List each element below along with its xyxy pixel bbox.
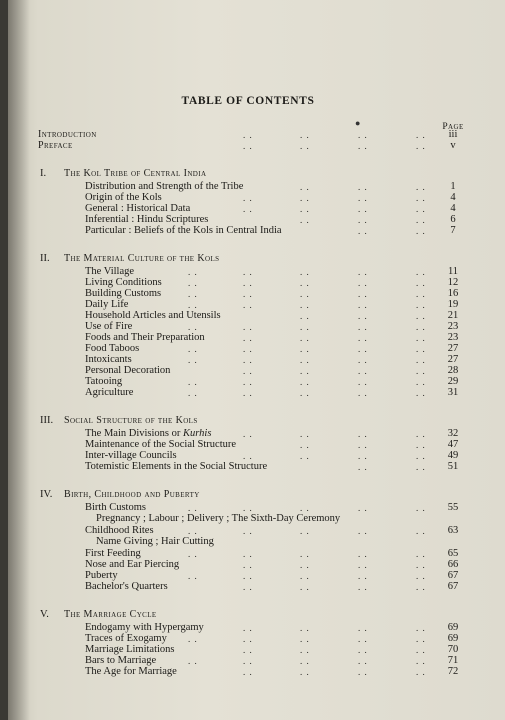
entry-label: Living Conditions bbox=[85, 277, 162, 288]
entry-label: Particular : Beliefs of the Kols in Central India bbox=[85, 225, 282, 236]
entry-label: Bachelor's Quarters bbox=[85, 581, 168, 592]
page-number: 6 bbox=[450, 214, 456, 225]
toc-entry[interactable]: Inter-village Councils . . . . . . . . 49 bbox=[8, 450, 488, 462]
page-number: 1 bbox=[450, 181, 456, 192]
toc-entry[interactable]: Foods and Their Preparation . . . . . . . . 23 bbox=[8, 332, 488, 344]
toc-entry[interactable]: Intoxicants . . . . . . . . . . 27 bbox=[8, 354, 488, 366]
toc-section-heading[interactable] bbox=[8, 489, 488, 501]
toc-entry[interactable]: Living Conditions . . . . . . . . . . 12 bbox=[8, 277, 488, 289]
section-number: V. bbox=[40, 609, 49, 620]
toc-front-entry[interactable]: Introduction . . . . . . . . iii bbox=[8, 129, 488, 141]
toc-entry[interactable]: First Feeding . . . . . . . . . . 65 bbox=[8, 548, 488, 560]
page-number: 23 bbox=[447, 321, 459, 332]
toc-entry[interactable]: Nose and Ear Piercing . . . . . . . . 66 bbox=[8, 559, 488, 571]
entry-label: Nose and Ear Piercing bbox=[85, 559, 180, 570]
entry-label: Bars to Marriage bbox=[85, 655, 157, 666]
page-number: 67 bbox=[447, 570, 459, 581]
page-number: 69 bbox=[447, 633, 459, 644]
toc-entry[interactable]: Maintenance of the Social Structure . . . . . . 47 bbox=[8, 439, 488, 451]
entry-label: Distribution and Strength of the Tribe bbox=[85, 181, 244, 192]
entry-label: Social Structure of the Kols bbox=[64, 415, 198, 426]
page-number: iii bbox=[448, 129, 458, 140]
toc-entry[interactable]: Childhood Rites . . . . . . . . . . 63 bbox=[8, 525, 488, 537]
page-number: 51 bbox=[447, 461, 459, 472]
entry-label: Inferential : Hindu Scriptures bbox=[85, 214, 209, 225]
page-number: 66 bbox=[447, 559, 459, 570]
entry-label: Tatooing bbox=[85, 376, 123, 387]
page-number: 65 bbox=[447, 548, 459, 559]
section-number: I. bbox=[40, 168, 47, 179]
page-number: v bbox=[450, 140, 456, 151]
entry-label: Puberty bbox=[85, 570, 118, 581]
entry-label: Traces of Exogamy bbox=[85, 633, 167, 644]
toc-entry[interactable]: Use of Fire . . . . . . . . . . 23 bbox=[8, 321, 488, 333]
entry-label: Use of Fire bbox=[85, 321, 133, 332]
entry-label: Personal Decoration bbox=[85, 365, 171, 376]
page-number: 28 bbox=[447, 365, 459, 376]
entry-label: Household Articles and Utensils bbox=[85, 310, 221, 321]
entry-label: The Marriage Cycle bbox=[64, 609, 157, 620]
entry-label: Daily Life bbox=[85, 299, 129, 310]
section-number: II. bbox=[40, 253, 50, 264]
toc-entry[interactable]: Traces of Exogamy . . . . . . . . . . 69 bbox=[8, 633, 488, 645]
toc-entry[interactable]: Bachelor's Quarters . . . . . . . . 67 bbox=[8, 581, 488, 593]
ink-mark: ● bbox=[355, 118, 361, 128]
entry-label: Marriage Limitations bbox=[85, 644, 175, 655]
page-number: 63 bbox=[447, 525, 459, 536]
entry-label: General : Historical Data bbox=[85, 203, 191, 214]
entry-label: The Main Divisions or Kurhis bbox=[85, 428, 212, 439]
page-number: 55 bbox=[447, 502, 459, 513]
page-number: 49 bbox=[447, 450, 459, 461]
entry-label: Pregnancy ; Labour ; Delivery ; The Sixth-Day Ceremony bbox=[96, 513, 341, 524]
toc-entry[interactable]: Daily Life . . . . . . . . . . 19 bbox=[8, 299, 488, 311]
entry-label: Origin of the Kols bbox=[85, 192, 162, 203]
entry-label: The Age for Marriage bbox=[85, 666, 177, 677]
entry-label: Introduction bbox=[38, 129, 97, 140]
toc-entry[interactable]: Personal Decoration . . . . . . . . 28 bbox=[8, 365, 488, 377]
toc-entry[interactable]: Particular : Beliefs of the Kols in Central India . . . . 7 bbox=[8, 225, 488, 237]
toc-entry[interactable] bbox=[8, 513, 488, 525]
entry-label: Intoxicants bbox=[85, 354, 132, 365]
page-number: 27 bbox=[447, 343, 459, 354]
entry-label: The Kol Tribe of Central India bbox=[64, 168, 207, 179]
toc-entry[interactable]: Puberty . . . . . . . . . . 67 bbox=[8, 570, 488, 582]
entry-label: Endogamy with Hypergamy bbox=[85, 622, 204, 633]
page-number: 32 bbox=[447, 428, 459, 439]
page-number: 27 bbox=[447, 354, 459, 365]
entry-label: Inter-village Councils bbox=[85, 450, 177, 461]
entry-label: Agriculture bbox=[85, 387, 134, 398]
toc-section-heading[interactable] bbox=[8, 168, 488, 180]
toc-entry[interactable]: Distribution and Strength of the Tribe . . . . . . 1 bbox=[8, 181, 488, 193]
page-number: 67 bbox=[447, 581, 459, 592]
toc-entry[interactable]: Totemistic Elements in the Social Structure . . . . 51 bbox=[8, 461, 488, 473]
toc-entry[interactable]: Inferential : Hindu Scriptures . . . . . . 6 bbox=[8, 214, 488, 226]
toc-entry[interactable]: The Main Divisions or Kurhis . . . . . . . . 32 bbox=[8, 428, 488, 440]
page-number: 19 bbox=[447, 299, 459, 310]
toc-front-entry[interactable]: Preface . . . . . . . . v bbox=[8, 140, 488, 152]
toc-entry[interactable]: The Village . . . . . . . . . . 11 bbox=[8, 266, 488, 278]
entry-label: Foods and Their Preparation bbox=[85, 332, 205, 343]
page-number: 47 bbox=[447, 439, 459, 450]
toc-entry[interactable]: Tatooing . . . . . . . . . . 29 bbox=[8, 376, 488, 388]
toc-entry[interactable]: Building Customs . . . . . . . . . . 16 bbox=[8, 288, 488, 300]
toc-entry[interactable]: Endogamy with Hypergamy . . . . . . . . 69 bbox=[8, 622, 488, 634]
page-number: 71 bbox=[447, 655, 459, 666]
page-number: 69 bbox=[447, 622, 459, 633]
page-number: 11 bbox=[447, 266, 459, 277]
toc-section-heading[interactable] bbox=[8, 415, 488, 427]
page-number: 12 bbox=[447, 277, 459, 288]
book-page bbox=[8, 0, 505, 720]
page-number: 23 bbox=[447, 332, 459, 343]
page-title: TABLE OF CONTENTS bbox=[181, 95, 315, 107]
page-number: 31 bbox=[447, 387, 459, 398]
entry-label: Birth, Childhood and Puberty bbox=[64, 489, 200, 500]
page-number: 16 bbox=[447, 288, 459, 299]
section-number: III. bbox=[40, 415, 54, 426]
entry-label: First Feeding bbox=[85, 548, 141, 559]
page-number: 4 bbox=[450, 192, 456, 203]
entry-label: Building Customs bbox=[85, 288, 162, 299]
toc-section-heading[interactable] bbox=[8, 609, 488, 621]
page-number: 72 bbox=[447, 666, 459, 677]
toc-entry[interactable]: Marriage Limitations . . . . . . . . 70 bbox=[8, 644, 488, 656]
page-column-heading: Page bbox=[442, 122, 464, 132]
toc-entry[interactable]: The Age for Marriage . . . . . . . . 72 bbox=[8, 666, 488, 678]
entry-label: Totemistic Elements in the Social Structure bbox=[85, 461, 268, 472]
entry-label: Food Taboos bbox=[85, 343, 140, 354]
page-number: 7 bbox=[450, 225, 456, 236]
page-number: 70 bbox=[447, 644, 459, 655]
entry-label: Maintenance of the Social Structure bbox=[85, 439, 237, 450]
section-number: IV. bbox=[40, 489, 53, 500]
toc-entry[interactable]: Birth Customs . . . . . . . . . . 55 bbox=[8, 502, 488, 514]
toc-entry[interactable] bbox=[8, 536, 488, 548]
toc-entry[interactable]: Household Articles and Utensils . . . . . . 21 bbox=[8, 310, 488, 322]
toc-section-heading[interactable] bbox=[8, 253, 488, 265]
page-number: 21 bbox=[447, 310, 459, 321]
entry-label-italic: Kurhis bbox=[183, 428, 212, 439]
entry-label: The Material Culture of the Kols bbox=[64, 253, 220, 264]
entry-label: Birth Customs bbox=[85, 502, 146, 513]
page-number: 29 bbox=[447, 376, 459, 387]
toc-entry[interactable]: Agriculture . . . . . . . . . . 31 bbox=[8, 387, 488, 399]
entry-label: Childhood Rites bbox=[85, 525, 154, 536]
toc-entry[interactable]: General : Historical Data . . . . . . . . 4 bbox=[8, 203, 488, 215]
toc-entry[interactable]: Bars to Marriage . . . . . . . . . . 71 bbox=[8, 655, 488, 667]
entry-label: The Village bbox=[85, 266, 135, 277]
page-number: 4 bbox=[450, 203, 456, 214]
toc-entry[interactable]: Origin of the Kols . . . . . . . . 4 bbox=[8, 192, 488, 204]
toc-entry[interactable]: Food Taboos . . . . . . . . . . 27 bbox=[8, 343, 488, 355]
entry-label: Preface bbox=[38, 140, 73, 151]
entry-label: Name Giving ; Hair Cutting bbox=[96, 536, 214, 547]
